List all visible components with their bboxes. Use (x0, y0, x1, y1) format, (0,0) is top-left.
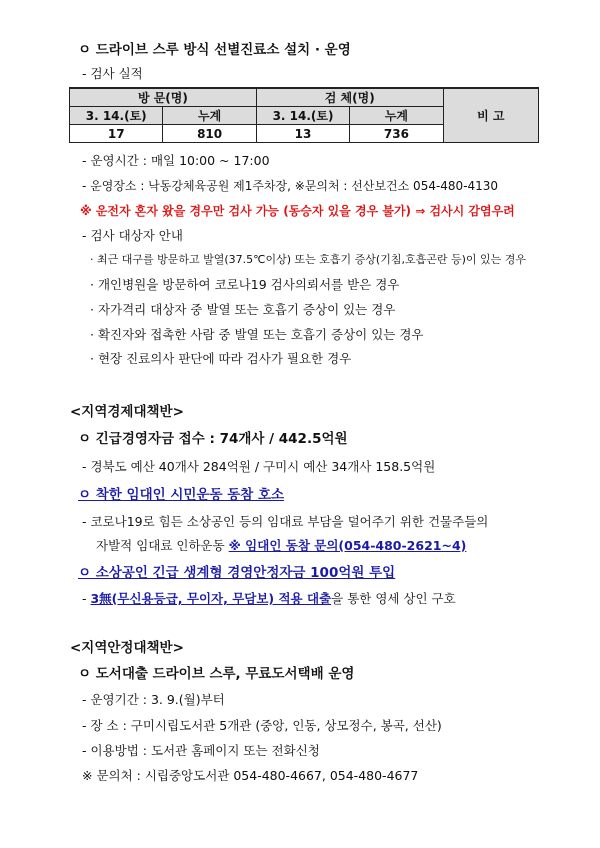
heading-stability-team: <지역안정대책반> (70, 640, 184, 656)
col-test-total: 누계 (350, 107, 443, 125)
note-header: 비 고 (443, 88, 538, 143)
test-results-label: - 검사 실적 (82, 66, 143, 81)
good-landlord-detail: - 코로나19로 힘든 소상공인 등의 임대료 부담을 덜어주기 위한 건물주들의 (82, 514, 489, 529)
warning-notice: ※ 운전자 혼자 왔을 경우만 검사 가능 (동승자 있을 경우 불가) ⇒ 검사시 감염우려 (80, 204, 515, 218)
col-visit-total: 누계 (163, 107, 256, 125)
col-visit-date: 3. 14.(토) (70, 107, 163, 125)
emergency-fund-title: ㅇ 긴급경영자금 접수 : 74개사 / 442.5억원 (78, 431, 348, 447)
library-method: - 이용방법 : 도서관 홈페이지 또는 전화신청 (82, 743, 320, 758)
target-item: · 현장 진료의사 판단에 따라 검사가 필요한 경우 (90, 351, 352, 366)
cell-visit-total: 810 (163, 125, 256, 143)
cell-test-total: 736 (350, 125, 443, 143)
landlord-contact: ※ 임대인 동참 문의(054-480-2621~4) (228, 538, 467, 553)
test-header: 검 체(명) (256, 88, 443, 107)
operating-place: - 운영장소 : 낙동강체육공원 제1주차장, ※문의처 : 선산보건소 054-480-4130 (82, 179, 499, 193)
library-period: - 운영기간 : 3. 9.(월)부터 (82, 692, 225, 707)
target-item: · 확진자와 접촉한 사람 중 발열 또는 호흡기 증상이 있는 경우 (90, 327, 424, 342)
target-guide-label: - 검사 대상자 안내 (82, 228, 183, 243)
cell-test-today: 13 (256, 125, 349, 143)
stability-fund-title: ㅇ 소상공인 긴급 생계형 경영안정자금 100억원 투입 (78, 565, 396, 581)
good-landlord-title: ㅇ 착한 임대인 시민운동 동참 호소 (78, 487, 285, 503)
dash: - (82, 591, 91, 606)
target-item: · 자가격리 대상자 중 발열 또는 호흡기 증상이 있는 경우 (90, 302, 396, 317)
section-title-drive-thru: ㅇ 드라이브 스루 방식 선별진료소 설치 · 운영 (78, 42, 351, 58)
emergency-fund-detail: - 경북도 예산 40개사 284억원 / 구미시 예산 34개사 158.5억원 (82, 459, 436, 474)
library-drive-thru-title: ㅇ 도서대출 드라이브 스루, 무료도서택배 운영 (78, 666, 355, 682)
heading-economy-team: <지역경제대책반> (70, 404, 184, 420)
visit-header: 방 문(명) (70, 88, 257, 107)
cell-visit-today: 17 (70, 125, 163, 143)
operating-hours: - 운영시간 : 매일 10:00 ~ 17:00 (82, 153, 270, 168)
col-test-date: 3. 14.(토) (256, 107, 349, 125)
loan-conditions: 3無(무신용등급, 무이자, 무담보) 적용 대출 (90, 591, 332, 606)
table-header-row (70, 88, 539, 107)
loan-purpose: 을 통한 영세 상인 구호 (331, 591, 456, 606)
test-results-table (69, 87, 539, 143)
good-landlord-text: 자발적 임대료 인하운동 (96, 538, 229, 553)
library-place: - 장 소 : 구미시립도서관 5개관 (중앙, 인동, 상모정수, 봉곡, 선산) (82, 718, 442, 733)
good-landlord-detail-2 (96, 538, 466, 554)
target-item: · 개인병원을 방문하여 코로나19 검사의뢰서를 받은 경우 (90, 277, 400, 292)
stability-fund-detail (82, 591, 456, 607)
library-contact: ※ 문의처 : 시립중앙도서관 054-480-4667, 054-480-4677 (82, 768, 419, 783)
target-item: · 최근 대구를 방문하고 발열(37.5℃이상) 또는 호흡기 증상(기침,호흡곤란 등)이 있는 경우 (90, 253, 526, 266)
